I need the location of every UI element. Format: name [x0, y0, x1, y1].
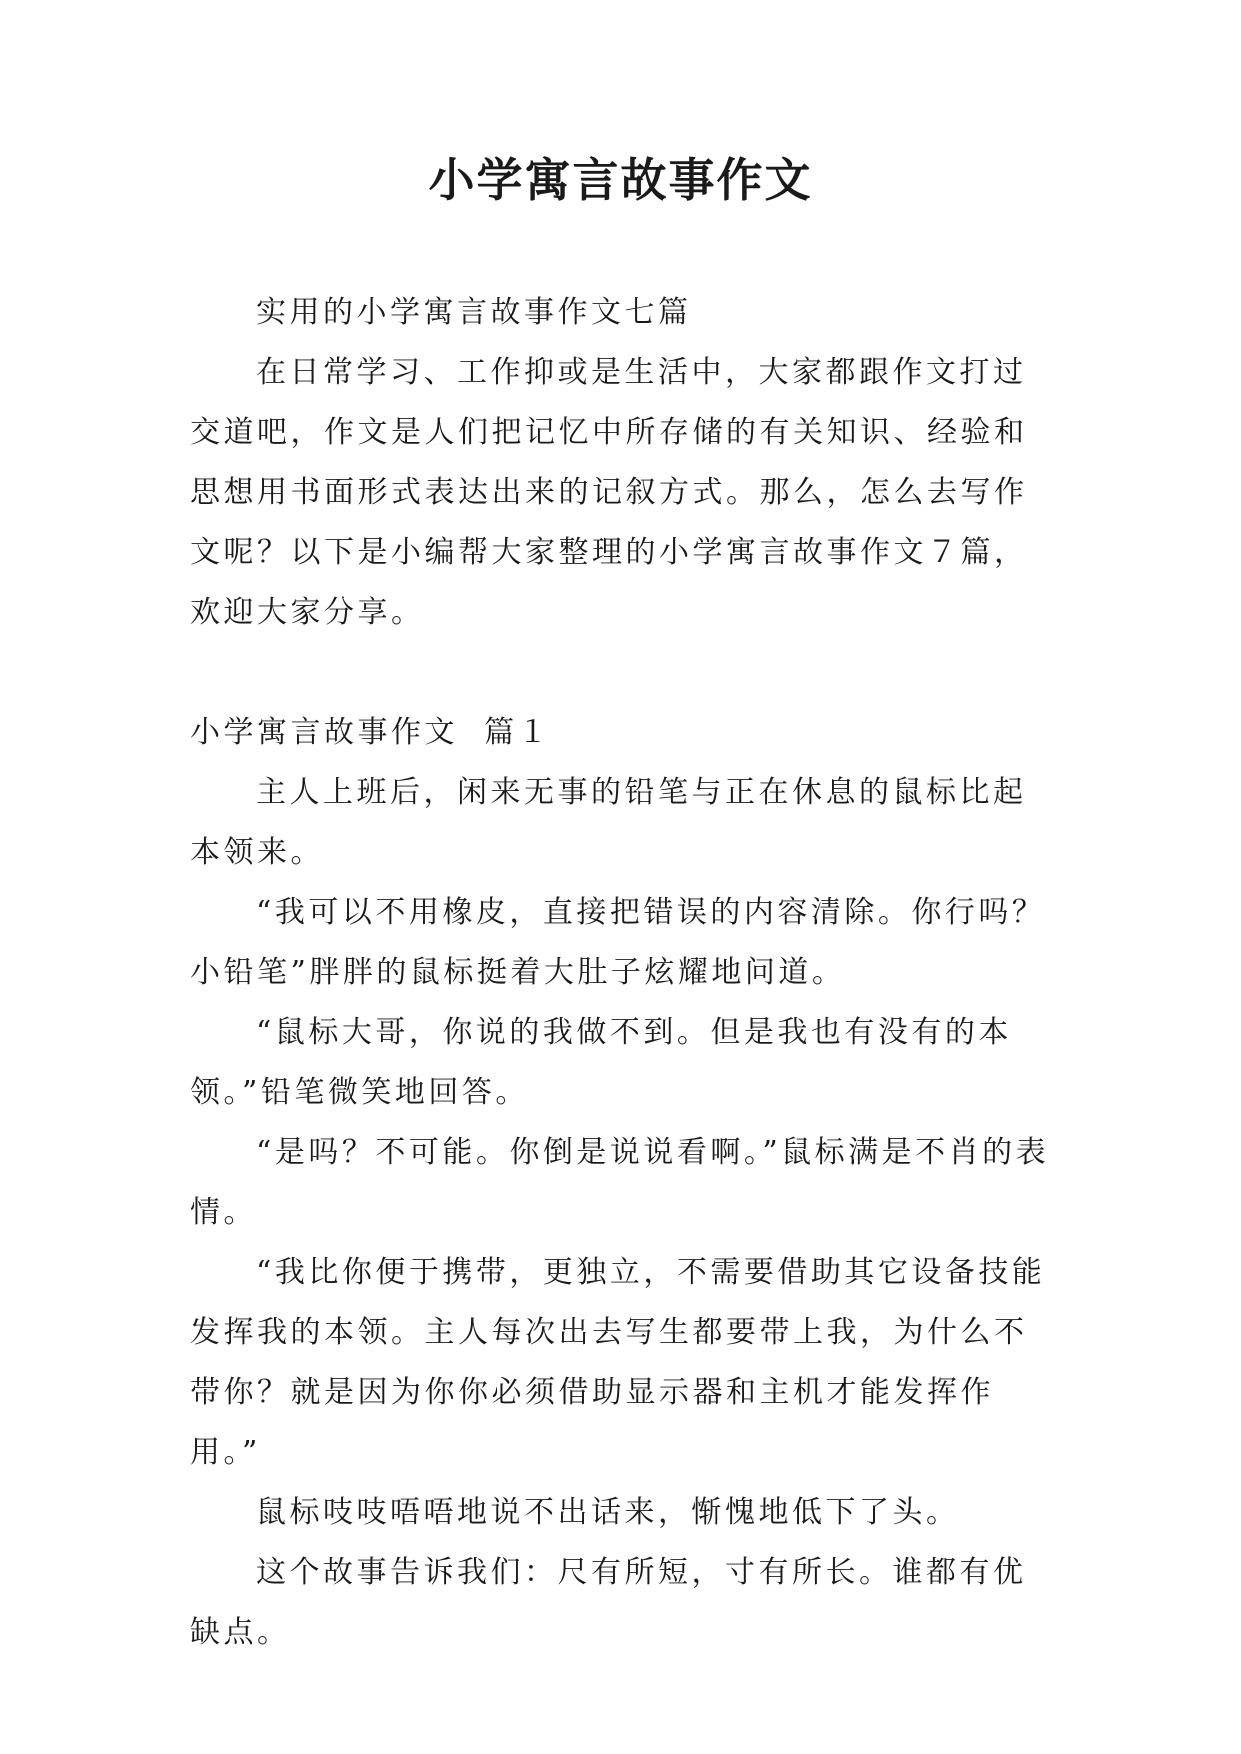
story-paragraph: “我可以不用橡皮，直接把错误的内容清除。你行吗？小铅笔”胖胖的鼠标挺着大肚子炫耀地问道。 [190, 895, 1046, 990]
section-heading: 小学寓言故事作文 篇１ [190, 715, 552, 750]
intro-subtitle: 实用的小学寓言故事作文七篇 [256, 295, 692, 330]
document-title: 小学寓言故事作文 [428, 153, 813, 207]
story-paragraph: “是吗？不可能。你倒是说说看啊。”鼠标满是不肖的表情。 [190, 1135, 1050, 1230]
story-paragraph: 主人上班后，闲来无事的铅笔与正在休息的鼠标比起本领来。 [190, 775, 1027, 870]
story-paragraph: “鼠标大哥，你说的我做不到。但是我也有没有的本领。”铅笔微笑地回答。 [190, 1015, 1012, 1110]
intro-paragraph: 在日常学习、工作抑或是生活中，大家都跟作文打过交道吧，作文是人们把记忆中所存储的有关知识、经验和思想用书面形式表达出来的记叙方式。那么，怎么去写作文呢？以下是小编帮大家整理的小学寓言故事作文７篇，欢迎大家分享。 [190, 355, 1028, 630]
story-paragraph: 鼠标吱吱唔唔地说不出话来，惭愧地低下了头。 [256, 1495, 960, 1530]
story-paragraph: 这个故事告诉我们：尺有所短，寸有所长。谁都有优缺点。 [190, 1555, 1027, 1650]
story-paragraph: “我比你便于携带，更独立，不需要借助其它设备技能发挥我的本领。主人每次出去写生都要带上我，为什么不带你？就是因为你你必须借助显示器和主机才能发挥作用。” [190, 1255, 1046, 1470]
document-body [190, 283, 1050, 1663]
paragraph-gap [190, 643, 1050, 703]
